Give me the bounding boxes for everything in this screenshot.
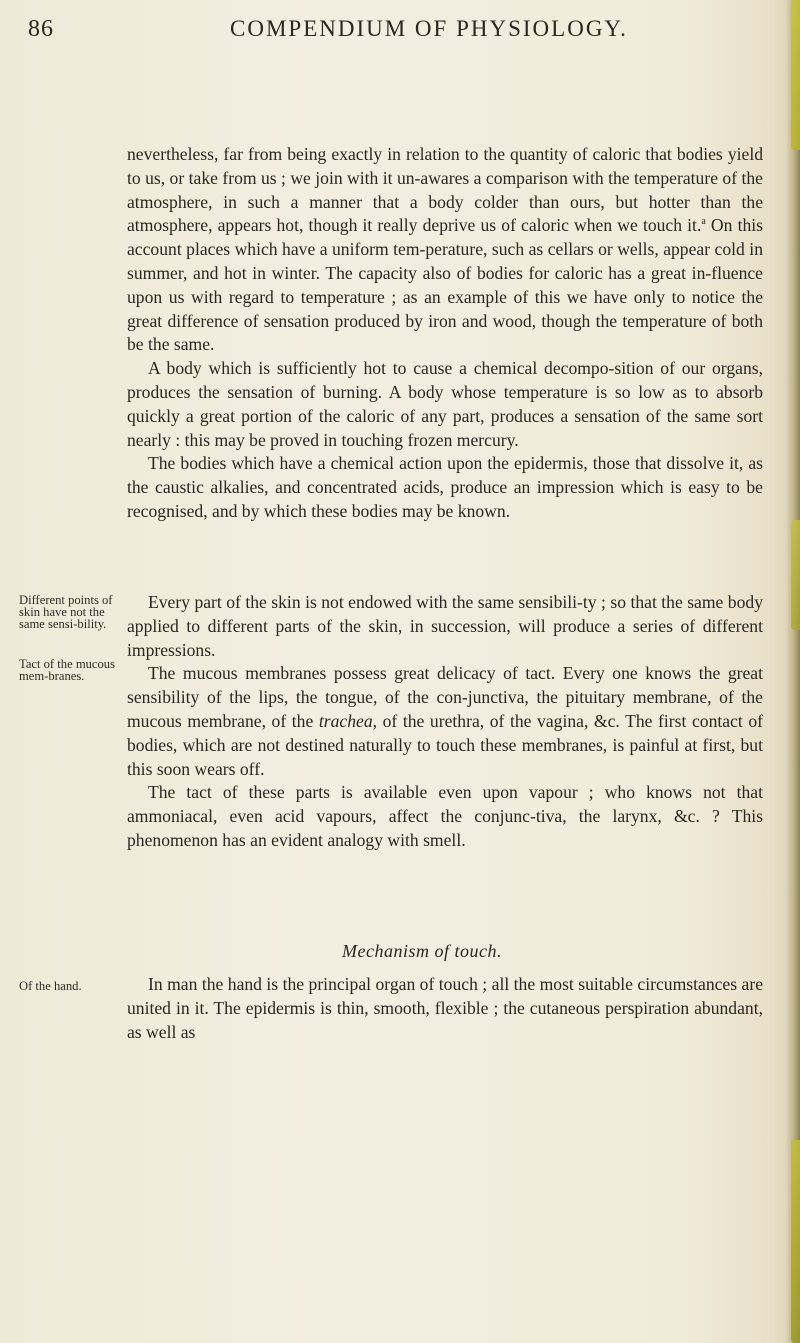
paragraph-caloric: nevertheless, far from being exactly in relation to the quantity of caloric that bodies yield to us, or take from us ; we join with it un-awares a comparison with the temperature of the atmosphere, in such a manner that a body colder than ours, but hotter than the atmosphere, appears hot, though it really deprive us of caloric when we touch it.$^a$ On this account places which have a uniform tem-perature, such as cellars or wells, appear cold in summer, and hot in winter. The capacity also of bodies for caloric has a great in-fluence upon us with regard to temperature ; as an example of this we have only to notice the great difference of sensation produced by iron and wood, though the temperature of both be the same. [127,144,763,355]
paragraph-vapour: The tact of these parts is available even upon vapour ; who knows not that ammoniacal, even acid vapours, affect the conjunc-tiva, the larynx, &c. ? This phenomenon has an evident analogy with smell. [127,782,763,850]
page-edge-stain [791,1140,800,1343]
page-header [0,14,800,44]
margin-note-different-points: Different points of skin have not the same sensi-bility. [19,593,113,631]
paragraph-sensibility: Every part of the skin is not endowed with the same sensibili-ty ; so that the same body applied to different parts of the skin, in succession, will produce a series of different impressions. [127,592,763,660]
text-block-middle [127,591,763,853]
footnote-marker: a [701,216,706,228]
italic-term-trachea: trachea [318,710,373,731]
running-head: COMPENDIUM OF PHYSIOLOGY. [230,16,628,41]
margin-note-tact-mucous: Tact of the mucous mem-branes. [19,657,115,683]
margin-note-hand: Of the hand. [19,979,82,993]
text-block-bottom [127,973,763,1044]
paragraph-mucous-membranes: The mucous membranes possess great delicacy of tact. Every one knows the great sensibility of the lips, the tongue, of the con-junctiva, the pituitary membrane, of the mucous membrane, of the trachea, of the urethra, of the vagina, &c. The first contact of bodies, which are not destined naturally to touch these membranes, is painful at first, but this soon wears off. [127,663,763,779]
section-heading: Mechanism of touch. [342,941,502,961]
paragraph-hand: In man the hand is the principal organ of touch ; all the most suitable circumstances are united in it. The epidermis is thin, smooth, flexible ; the cutaneous perspiration abundant, as well as [127,974,763,1042]
text-block-top [127,143,763,524]
paragraph-burning: A body which is sufficiently hot to cause a chemical decompo-sition of our organs, produces the sensation of burning. A body whose temperature is so low as to absorb quickly a great portion of the caloric of any part, produces a sensation of the same sort nearly : this may be proved in touching frozen mercury. [127,358,763,450]
page-edge-stain [791,520,800,630]
paragraph-chemical-action: The bodies which have a chemical action upon the epidermis, those that dissolve it, as the caustic alkalies, and concentrated acids, produce an impression which is easy to be recognised, and by which these bodies may be known. [127,453,763,521]
page-number: 86 [28,16,54,42]
